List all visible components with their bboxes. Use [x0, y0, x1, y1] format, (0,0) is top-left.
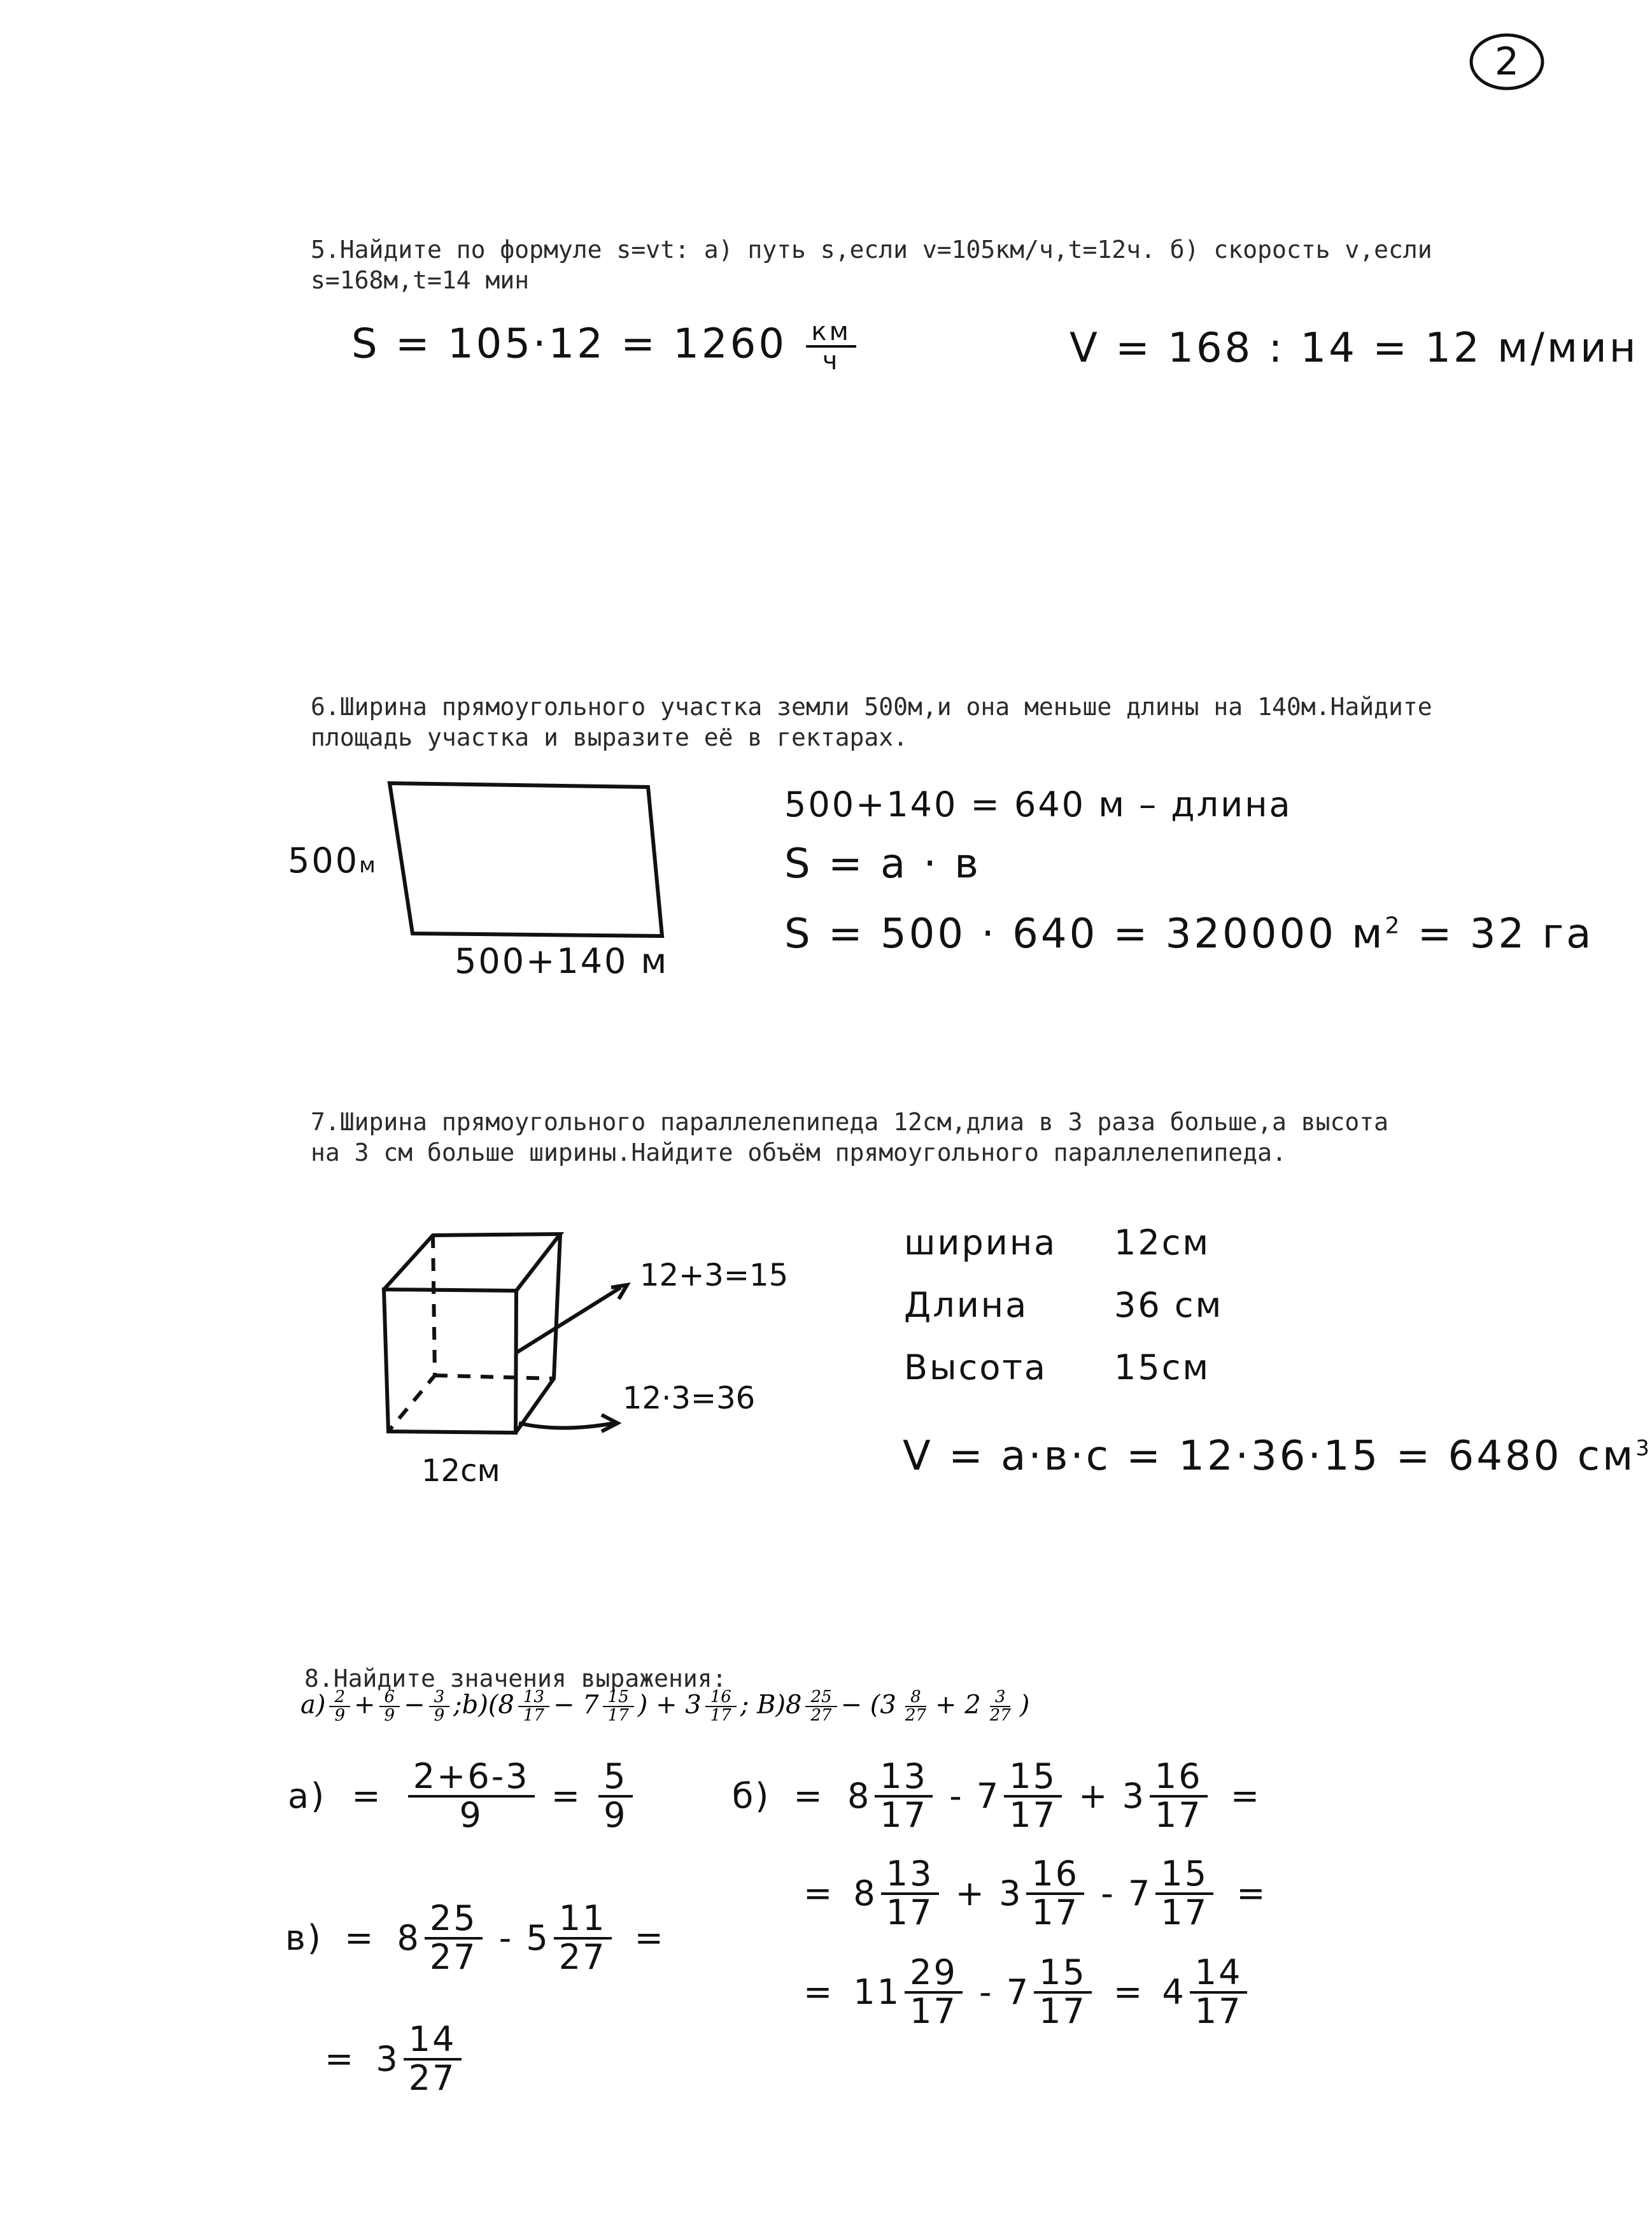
- expr-frac: [705, 1689, 737, 1725]
- parallelepiped-drawing: [384, 1234, 627, 1433]
- den: 17: [1154, 1794, 1203, 1835]
- rect-side-label: [288, 841, 378, 881]
- num: 8: [905, 1689, 926, 1707]
- expr-frac: [603, 1689, 634, 1725]
- whole: 8: [397, 1918, 421, 1959]
- whole: 8: [853, 1873, 877, 1914]
- a-eq: =: [351, 1776, 383, 1817]
- task8-b-row2: = 8 $\frac{13}{17}$ + 3 $\frac{16}{17}$ - 7 $\frac{15}{17}$ =: [803, 1854, 1267, 1933]
- num: 16: [1150, 1759, 1208, 1798]
- frac: [1034, 1952, 1092, 2031]
- den: 17: [1194, 1990, 1243, 2031]
- expr-a-label: a): [300, 1690, 326, 1720]
- whole: 3: [999, 1873, 1023, 1914]
- unit-denominator: ч: [822, 346, 840, 376]
- den: 27: [989, 1706, 1011, 1726]
- den: 17: [1039, 1990, 1087, 2031]
- a-label: а): [288, 1776, 327, 1817]
- expr-c-mid2: + 2: [935, 1690, 981, 1720]
- a-eq2: =: [551, 1776, 582, 1817]
- expr-frac: [329, 1689, 350, 1725]
- task8-b-row1: б) = 8 $\frac{13}{17}$ - 7 $\frac{15}{17}$ + 3 $\frac{16}{17}$ =: [732, 1756, 1262, 1835]
- height-value: 15см: [1114, 1347, 1211, 1387]
- den: 27: [905, 1706, 926, 1726]
- unit-numerator: км: [806, 318, 856, 348]
- den: 17: [910, 1990, 957, 2031]
- den: 17: [886, 1892, 934, 1933]
- den: 17: [1009, 1794, 1057, 1835]
- width-label: ширина: [904, 1223, 1057, 1263]
- task8-v-row1: в) = 8 $\frac{25}{27}$ - 5 $\frac{11}{27}$ =: [285, 1898, 665, 1977]
- frac: [1004, 1756, 1062, 1835]
- num: 29: [905, 1955, 963, 1994]
- task6-area-exp: 2: [1385, 912, 1402, 939]
- whole: 11: [853, 1972, 901, 2013]
- den: 9: [384, 1706, 395, 1726]
- num: 13: [881, 1856, 939, 1895]
- expr-b-label: b)(8: [462, 1690, 514, 1720]
- task8-v-row2: = 3 $\frac{14}{27}$: [325, 2022, 465, 2096]
- num: 3: [990, 1689, 1011, 1707]
- den: 9: [604, 1794, 628, 1835]
- den: 17: [710, 1706, 731, 1726]
- op: +: [955, 1873, 986, 1914]
- task6-solution-line3: [784, 911, 1593, 958]
- den: 17: [1161, 1892, 1209, 1933]
- a-frac2: [598, 1756, 632, 1835]
- num: 25: [425, 1901, 483, 1940]
- whole: 7: [976, 1776, 1001, 1817]
- frac: [1190, 1952, 1248, 2031]
- box-height-label: 12+3=15: [640, 1258, 789, 1293]
- task7-width-line: [904, 1223, 1210, 1263]
- task7-height-line: [904, 1347, 1210, 1387]
- task6-solution-line2: S = a · в: [784, 841, 981, 888]
- task5-answer-a: [351, 318, 860, 374]
- task5-answer-b: V = 168 : 14 = 12 м/мин: [1070, 325, 1639, 372]
- length-label: Длина: [904, 1285, 1029, 1325]
- width-value: 12см: [1114, 1223, 1211, 1263]
- den: 17: [880, 1794, 928, 1835]
- den: 27: [558, 1936, 607, 1977]
- box-length-label: 12·3=36: [623, 1380, 756, 1416]
- expr-frac: [518, 1689, 549, 1725]
- task8-expression: a) $\frac{2}{9}$ + $\frac{6}{9}$ − $\frac{3}{9}$ ;b)(8 $\frac{13}{17}$ − 7 $\frac{15}{17}$ ) + 3 $\frac{16}{17}$ ; B)8 $\frac{25}{27}$ − (3 $\frac{8}{27}$ + 2 $\frac{3}{27}$ ): [300, 1687, 1030, 1726]
- frac: [1026, 1856, 1084, 1931]
- expr-frac: [429, 1689, 450, 1725]
- num: 11: [554, 1901, 612, 1940]
- whole: 8: [847, 1776, 872, 1817]
- num: 5: [598, 1759, 632, 1798]
- plot-rectangle: [390, 783, 662, 936]
- den: 17: [1031, 1892, 1080, 1933]
- expr-c-end: ): [1019, 1690, 1030, 1720]
- num: 15: [1155, 1856, 1213, 1895]
- expr-c-label: ; B)8: [740, 1690, 802, 1720]
- task6-line2: площадь участка и выразите её в гектарах.: [311, 723, 908, 751]
- task7-line1: 7.Ширина прямоугольного параллелепипеда 12см,длиа в 3 раза больше,а высота: [311, 1108, 1388, 1136]
- den: 9: [434, 1706, 445, 1726]
- whole: 7: [1128, 1873, 1152, 1914]
- num: 14: [1190, 1955, 1248, 1994]
- page-number: [1469, 33, 1544, 90]
- frac: [404, 2019, 462, 2098]
- frac: [875, 1756, 933, 1835]
- volume-exp: 3: [1635, 1435, 1652, 1461]
- den: 27: [429, 1936, 477, 1977]
- task8-a-answer: [288, 1756, 637, 1835]
- den: 9: [334, 1706, 345, 1726]
- frac: [905, 1952, 963, 2031]
- op: -: [1101, 1873, 1115, 1914]
- a-frac1: [408, 1756, 535, 1835]
- op: +: [1078, 1776, 1110, 1817]
- num: 13: [875, 1759, 933, 1798]
- length-value: 36 см: [1114, 1285, 1224, 1325]
- task5-answer-a-expr: S = 105·12 = 1260: [351, 320, 787, 368]
- whole: 3: [1122, 1776, 1146, 1817]
- expr-b-mid2: ) + 3: [637, 1690, 702, 1720]
- task6-area-hectares: = 32 га: [1417, 911, 1594, 958]
- num: 14: [404, 2022, 462, 2061]
- num: 15: [1004, 1759, 1062, 1798]
- whole: 4: [1162, 1972, 1186, 2013]
- num: 15: [603, 1689, 634, 1707]
- den: 9: [459, 1794, 483, 1835]
- page-number-text: 2: [1494, 39, 1520, 84]
- expr-frac: [805, 1689, 837, 1725]
- op: -: [949, 1776, 964, 1817]
- expr-c-mid: − (3: [840, 1690, 896, 1720]
- frac: [1155, 1856, 1213, 1931]
- frac: [554, 1898, 612, 1977]
- num: 2: [329, 1689, 350, 1707]
- task6-area-expr: S = 500 · 640 = 320000 м: [784, 911, 1385, 958]
- den: 27: [810, 1706, 832, 1726]
- expr-b-mid: − 7: [553, 1690, 599, 1720]
- whole: 7: [1006, 1972, 1031, 2013]
- frac: [881, 1856, 939, 1931]
- task5-line2: s=168м,t=14 мин: [311, 266, 530, 294]
- rect-side-unit: м: [359, 853, 378, 878]
- num: 25: [805, 1689, 837, 1707]
- task6-line1: 6.Ширина прямоугольного участка земли 500м,и она меньше длины на 140м.Найдите: [311, 693, 1432, 721]
- expr-frac: [985, 1689, 1016, 1725]
- height-label: Высота: [904, 1347, 1047, 1387]
- frac: [425, 1898, 483, 1977]
- task5-line1: 5.Найдите по формуле s=vt: а) путь s,если v=105км/ч,t=12ч. б) скорость v,если: [311, 236, 1432, 264]
- op: -: [979, 1972, 994, 2013]
- volume-expr: V = a·в·c = 12·36·15 = 6480 см: [903, 1433, 1636, 1480]
- den: 17: [607, 1706, 629, 1726]
- den: 27: [408, 2057, 456, 2098]
- den: 17: [523, 1706, 544, 1726]
- frac: [1150, 1756, 1208, 1835]
- task6-solution-line1: 500+140 = 640 м – длина: [784, 784, 1292, 825]
- num: 6: [379, 1689, 400, 1707]
- num: 15: [1034, 1955, 1092, 1994]
- b-label: б): [732, 1776, 771, 1817]
- box-width-label: 12см: [421, 1453, 500, 1489]
- num: 13: [518, 1689, 549, 1707]
- num: 16: [705, 1689, 737, 1707]
- num: 16: [1026, 1856, 1084, 1895]
- task7-volume-line: [903, 1433, 1652, 1480]
- expr-frac: [379, 1689, 400, 1725]
- task7-length-line: [904, 1285, 1223, 1325]
- task8-b-row3: = 11 $\frac{29}{17}$ - 7 $\frac{15}{17}$ = 4 $\frac{14}{17}$: [803, 1955, 1251, 2029]
- task7-line2: на 3 см больше ширины.Найдите объём прямоугольного параллелепипеда.: [311, 1139, 1287, 1167]
- task8-title: 8.Найдите значения выражения:: [304, 1664, 727, 1692]
- num: 2+6-3: [408, 1759, 535, 1798]
- whole: 5: [526, 1918, 550, 1959]
- num: 3: [429, 1689, 450, 1707]
- whole: 3: [376, 2039, 400, 2080]
- v-label: в): [285, 1918, 323, 1959]
- expr-frac: [900, 1689, 931, 1725]
- task5-answer-a-unit: [806, 318, 856, 374]
- rect-side-value: 500: [288, 841, 360, 881]
- rect-bottom-label: 500+140 м: [455, 941, 669, 981]
